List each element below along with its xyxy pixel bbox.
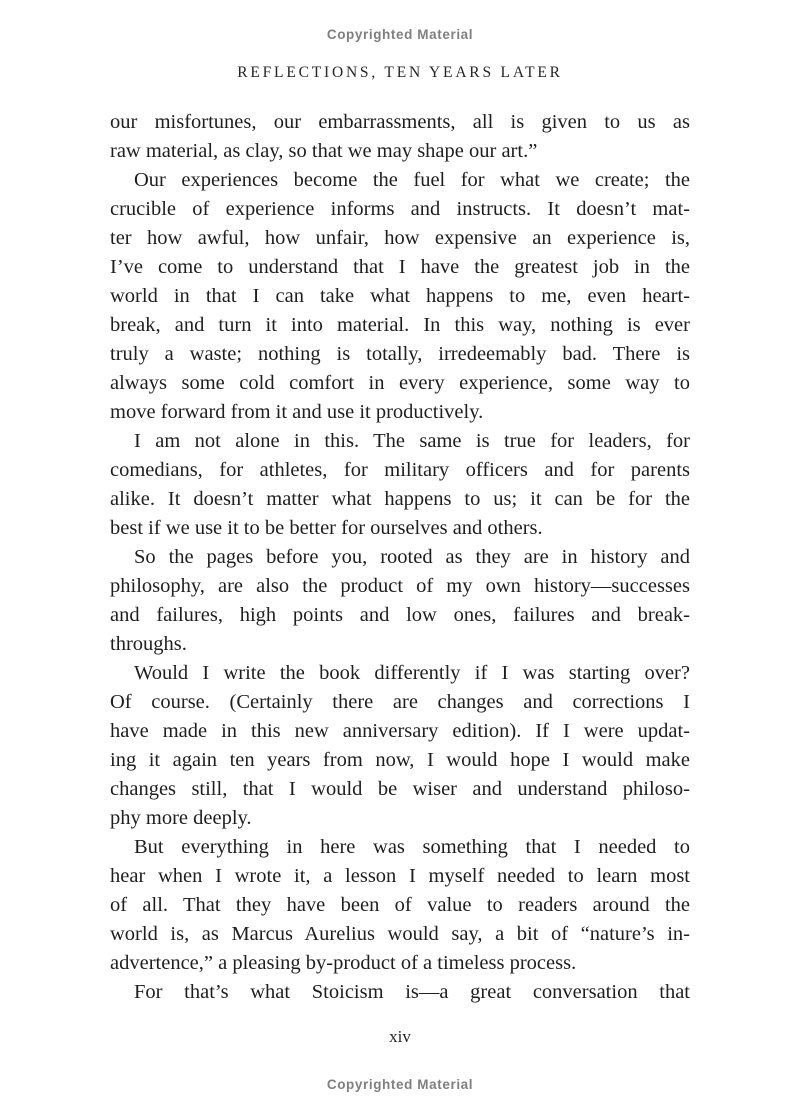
text-line: break, and turn it into material. In this way, nothing is ever — [110, 314, 690, 336]
text-line: crucible of experience informs and instructs. It doesn’t mat- — [110, 198, 690, 220]
text-line: But everything in here was something that I needed to — [134, 836, 690, 858]
text-line: ing it again ten years from now, I would hope I would make — [110, 749, 690, 771]
text-line: So the pages before you, rooted as they are in history and — [134, 546, 690, 568]
text-line: advertence,” a pleasing by-product of a timeless process. — [110, 952, 577, 974]
text-line: of all. That they have been of value to readers around the — [110, 894, 690, 916]
text-line: philosophy, are also the product of my own history—successes — [110, 575, 690, 597]
page-number: xiv — [389, 1027, 411, 1046]
text-line: and failures, high points and low ones, failures and break- — [110, 604, 690, 626]
text-line: ter how awful, how unfair, how expensive an experience is, — [110, 227, 690, 249]
copyright-notice-bottom: Copyrighted Material — [326, 1077, 474, 1092]
text-line: changes still, that I would be wiser and understand philoso- — [110, 778, 690, 800]
body-text — [110, 108, 690, 1007]
text-line: raw material, as clay, so that we may shape our art.” — [110, 140, 538, 162]
text-line: For that’s what Stoicism is—a great conversation that — [134, 981, 690, 1003]
text-line: Of course. (Certainly there are changes and corrections I — [110, 691, 690, 713]
text-line: alike. It doesn’t matter what happens to us; it can be for the — [110, 488, 690, 510]
text-line: world is, as Marcus Aurelius would say, a bit of “nature’s in- — [110, 923, 690, 945]
paragraph — [110, 108, 690, 166]
text-line: I am not alone in this. The same is true for leaders, for — [134, 430, 690, 452]
paragraph — [110, 166, 690, 427]
text-line: hear when I wrote it, a lesson I myself needed to learn most — [110, 865, 690, 887]
text-line: always some cold comfort in every experience, some way to — [110, 372, 690, 394]
text-line: truly a waste; nothing is totally, irredeemably bad. There is — [110, 343, 690, 365]
text-line: world in that I can take what happens to me, even heart- — [110, 285, 690, 307]
paragraph — [110, 427, 690, 543]
paragraph — [110, 543, 690, 659]
text-line: phy more deeply. — [110, 807, 252, 829]
text-line: have made in this new anniversary edition). If I were updat- — [110, 720, 690, 742]
text-line: I’ve come to understand that I have the greatest job in the — [110, 256, 690, 278]
text-line: best if we use it to be better for ourselves and others. — [110, 517, 543, 539]
text-line: move forward from it and use it productively. — [110, 401, 484, 423]
text-line: comedians, for athletes, for military officers and for parents — [110, 459, 690, 481]
text-line: Would I write the book differently if I was starting over? — [134, 662, 690, 684]
copyright-notice-top: Copyrighted Material — [326, 27, 474, 42]
paragraph — [110, 978, 690, 1007]
running-head: REFLECTIONS, TEN YEARS LATER — [237, 64, 563, 81]
paragraph — [110, 833, 690, 978]
text-line: throughs. — [110, 633, 187, 655]
text-line: Our experiences become the fuel for what we create; the — [134, 169, 690, 191]
text-line: our misfortunes, our embarrassments, all is given to us as — [110, 111, 690, 133]
paragraph — [110, 659, 690, 833]
